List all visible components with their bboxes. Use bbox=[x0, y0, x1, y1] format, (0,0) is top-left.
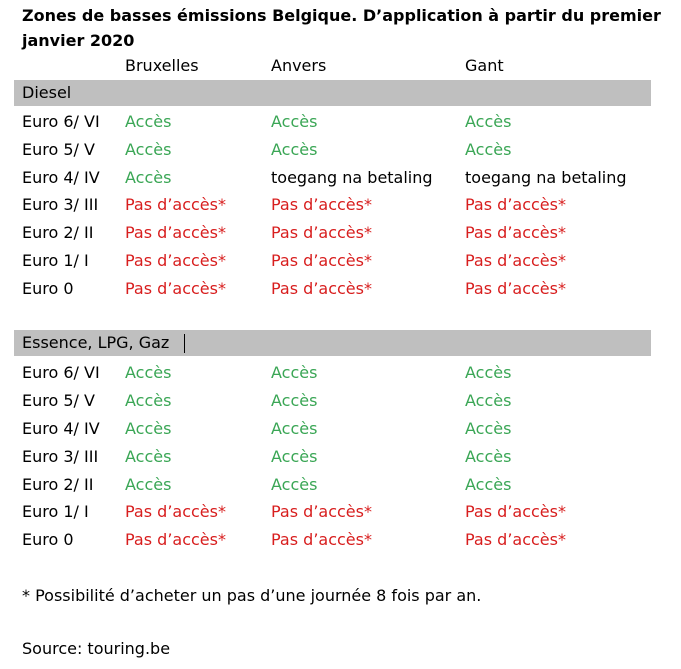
norm-label: Euro 6/ VI bbox=[22, 363, 100, 382]
table-row bbox=[0, 136, 681, 164]
column-header-gant: Gant bbox=[465, 56, 504, 75]
section-header-diesel[interactable] bbox=[14, 80, 651, 106]
status-cell: toegang na betaling bbox=[271, 168, 433, 187]
section-header-essence[interactable] bbox=[14, 330, 651, 356]
status-cell: Accès bbox=[465, 112, 512, 131]
status-cell: Accès bbox=[465, 391, 512, 410]
status-cell: Pas d’accès* bbox=[465, 251, 566, 270]
status-cell: Pas d’accès* bbox=[465, 223, 566, 242]
table-row bbox=[0, 526, 681, 554]
status-cell: Pas d’accès* bbox=[271, 251, 372, 270]
status-cell: Pas d’accès* bbox=[271, 502, 372, 521]
status-cell: Pas d’accès* bbox=[465, 279, 566, 298]
status-cell: Accès bbox=[125, 475, 172, 494]
norm-label: Euro 3/ III bbox=[22, 447, 99, 466]
status-cell: Accès bbox=[465, 447, 512, 466]
status-cell: Pas d’accès* bbox=[125, 223, 226, 242]
status-cell: Pas d’accès* bbox=[271, 223, 372, 242]
norm-label: Euro 1/ I bbox=[22, 251, 89, 270]
status-cell: Pas d’accès* bbox=[125, 279, 226, 298]
status-cell: Pas d’accès* bbox=[125, 251, 226, 270]
section-label: Diesel bbox=[22, 83, 72, 102]
table-row bbox=[0, 219, 681, 247]
status-cell: Accès bbox=[271, 475, 318, 494]
status-cell: Pas d’accès* bbox=[125, 195, 226, 214]
status-cell: Accès bbox=[125, 112, 172, 131]
status-cell: Accès bbox=[125, 419, 172, 438]
document-title: Zones de basses émissions Belgique. D’application à partir du premier janvier 2020 bbox=[22, 6, 661, 50]
footnote: * Possibilité d’acheter un pas d’une journée 8 fois par an. bbox=[22, 586, 482, 605]
table-row bbox=[0, 359, 681, 387]
status-cell: Pas d’accès* bbox=[125, 502, 226, 521]
table-row bbox=[0, 471, 681, 499]
status-cell: Pas d’accès* bbox=[271, 195, 372, 214]
norm-label: Euro 6/ VI bbox=[22, 112, 100, 131]
status-cell: Accès bbox=[271, 140, 318, 159]
column-header-bruxelles: Bruxelles bbox=[125, 56, 199, 75]
table-row bbox=[0, 443, 681, 471]
status-cell: Pas d’accès* bbox=[465, 195, 566, 214]
status-cell: Accès bbox=[271, 419, 318, 438]
status-cell: Accès bbox=[125, 363, 172, 382]
norm-label: Euro 1/ I bbox=[22, 502, 89, 521]
norm-label: Euro 4/ IV bbox=[22, 419, 100, 438]
status-cell: Accès bbox=[271, 391, 318, 410]
table-row bbox=[0, 108, 681, 136]
status-cell: Accès bbox=[465, 140, 512, 159]
status-cell: Pas d’accès* bbox=[271, 279, 372, 298]
text-cursor bbox=[184, 334, 185, 353]
status-cell: Accès bbox=[465, 419, 512, 438]
norm-label: Euro 5/ V bbox=[22, 140, 95, 159]
norm-label: Euro 2/ II bbox=[22, 475, 94, 494]
norm-label: Euro 5/ V bbox=[22, 391, 95, 410]
table-row bbox=[0, 247, 681, 275]
column-header-row bbox=[0, 52, 681, 80]
status-cell: Accès bbox=[465, 363, 512, 382]
norm-label: Euro 4/ IV bbox=[22, 168, 100, 187]
status-cell: Accès bbox=[271, 112, 318, 131]
status-cell: toegang na betaling bbox=[465, 168, 627, 187]
status-cell: Accès bbox=[125, 391, 172, 410]
status-cell: Accès bbox=[125, 140, 172, 159]
status-cell: Accès bbox=[125, 168, 172, 187]
table-row bbox=[0, 387, 681, 415]
table-row bbox=[0, 191, 681, 219]
table-row bbox=[0, 415, 681, 443]
status-cell: Pas d’accès* bbox=[125, 530, 226, 549]
status-cell: Accès bbox=[465, 475, 512, 494]
table-row bbox=[0, 164, 681, 192]
norm-label: Euro 3/ III bbox=[22, 195, 99, 214]
column-header-anvers: Anvers bbox=[271, 56, 327, 75]
table-row bbox=[0, 275, 681, 303]
status-cell: Accès bbox=[271, 363, 318, 382]
table-row bbox=[0, 498, 681, 526]
status-cell: Accès bbox=[271, 447, 318, 466]
section-label: Essence, LPG, Gaz bbox=[22, 333, 170, 352]
status-cell: Pas d’accès* bbox=[465, 530, 566, 549]
status-cell: Pas d’accès* bbox=[271, 530, 372, 549]
norm-label: Euro 2/ II bbox=[22, 223, 94, 242]
norm-label: Euro 0 bbox=[22, 279, 74, 298]
norm-label: Euro 0 bbox=[22, 530, 74, 549]
source-line: Source: touring.be bbox=[22, 639, 171, 658]
status-cell: Accès bbox=[125, 447, 172, 466]
status-cell: Pas d’accès* bbox=[465, 502, 566, 521]
